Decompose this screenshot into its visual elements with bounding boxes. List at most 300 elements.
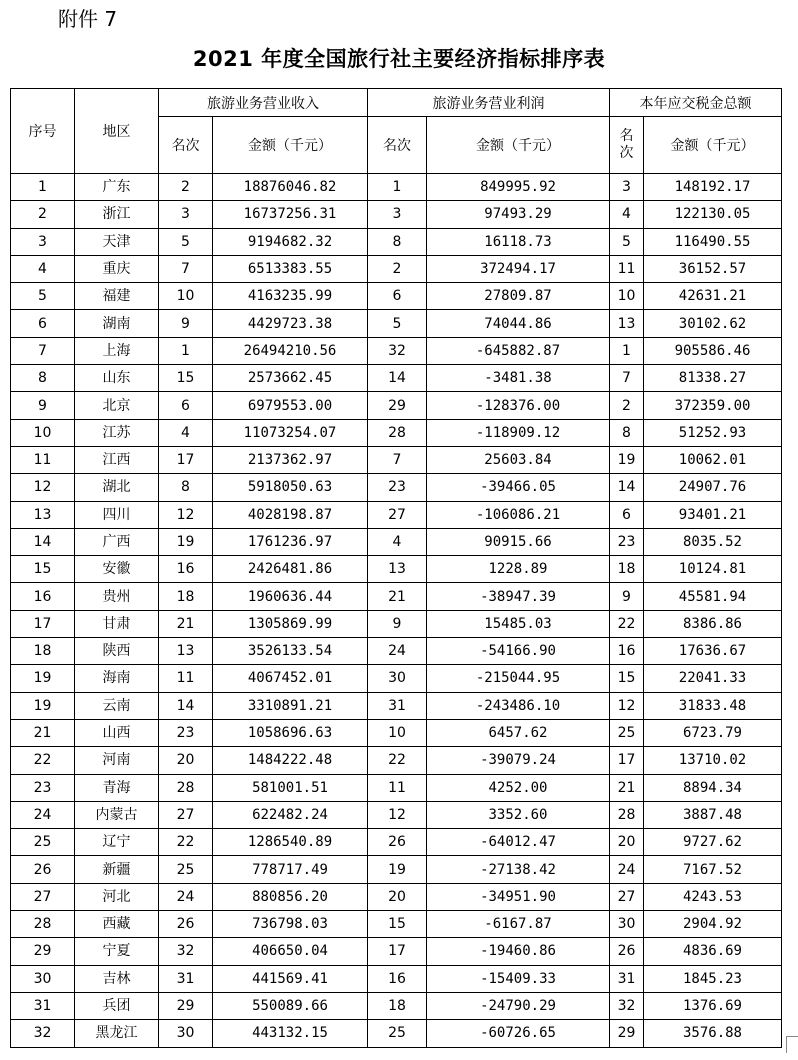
table-row <box>11 692 782 719</box>
cell-profit-amount: -243486.10 <box>427 692 610 719</box>
attachment-label: 附件 7 <box>58 7 118 31</box>
header-profit-amount: 金额（千元） <box>427 117 610 174</box>
cell-profit-amount: -15409.33 <box>427 965 610 992</box>
cell-tax-amount: 8035.52 <box>644 528 782 555</box>
cell-profit-rank: 22 <box>368 747 427 774</box>
cell-revenue-rank: 21 <box>159 610 213 637</box>
cell-revenue-amount: 736798.03 <box>213 911 368 938</box>
cell-profit-rank: 3 <box>368 201 427 228</box>
cell-tax-rank: 16 <box>610 638 644 665</box>
cell-tax-rank: 1 <box>610 337 644 364</box>
cell-revenue-rank: 2 <box>159 174 213 201</box>
cell-tax-rank: 13 <box>610 310 644 337</box>
cell-tax-rank: 12 <box>610 692 644 719</box>
cell-revenue-rank: 30 <box>159 1020 213 1047</box>
cell-region: 广西 <box>75 528 159 555</box>
cell-profit-amount: -64012.47 <box>427 829 610 856</box>
cell-tax-rank: 18 <box>610 556 644 583</box>
cell-revenue-rank: 11 <box>159 665 213 692</box>
cell-profit-amount: 849995.92 <box>427 174 610 201</box>
cell-profit-rank: 2 <box>368 255 427 282</box>
table-row <box>11 174 782 201</box>
table-row <box>11 228 782 255</box>
cell-seq: 16 <box>11 583 75 610</box>
header-tax-group: 本年应交税金总额 <box>610 89 782 117</box>
cell-region: 吉林 <box>75 965 159 992</box>
cell-revenue-amount: 16737256.31 <box>213 201 368 228</box>
cell-revenue-rank: 3 <box>159 201 213 228</box>
cell-tax-rank: 31 <box>610 965 644 992</box>
cell-seq: 4 <box>11 255 75 282</box>
cell-profit-amount: 74044.86 <box>427 310 610 337</box>
header-region: 地区 <box>75 89 159 174</box>
cell-tax-amount: 9727.62 <box>644 829 782 856</box>
cell-profit-amount: -215044.95 <box>427 665 610 692</box>
cell-revenue-amount: 4028198.87 <box>213 501 368 528</box>
cell-profit-amount: 4252.00 <box>427 774 610 801</box>
cell-profit-amount: 3352.60 <box>427 801 610 828</box>
cell-revenue-amount: 1058696.63 <box>213 719 368 746</box>
cell-region: 湖南 <box>75 310 159 337</box>
cell-region: 兵团 <box>75 992 159 1019</box>
cell-profit-amount: 90915.66 <box>427 528 610 555</box>
cell-tax-amount: 122130.05 <box>644 201 782 228</box>
cell-tax-rank: 10 <box>610 283 644 310</box>
cell-revenue-amount: 622482.24 <box>213 801 368 828</box>
cell-profit-rank: 23 <box>368 474 427 501</box>
cell-profit-rank: 19 <box>368 856 427 883</box>
cell-profit-amount: -38947.39 <box>427 583 610 610</box>
table-row <box>11 392 782 419</box>
cell-profit-rank: 12 <box>368 801 427 828</box>
cell-profit-rank: 1 <box>368 174 427 201</box>
table-row <box>11 528 782 555</box>
cell-tax-rank: 22 <box>610 610 644 637</box>
table-row <box>11 283 782 310</box>
cell-seq: 25 <box>11 829 75 856</box>
cell-profit-amount: 25603.84 <box>427 446 610 473</box>
cell-revenue-amount: 1960636.44 <box>213 583 368 610</box>
cell-tax-amount: 30102.62 <box>644 310 782 337</box>
cell-revenue-rank: 18 <box>159 583 213 610</box>
cell-tax-amount: 42631.21 <box>644 283 782 310</box>
cell-tax-rank: 19 <box>610 446 644 473</box>
table-row <box>11 883 782 910</box>
cell-profit-amount: 27809.87 <box>427 283 610 310</box>
cell-seq: 9 <box>11 392 75 419</box>
header-revenue-rank: 名次 <box>159 117 213 174</box>
cell-seq: 6 <box>11 310 75 337</box>
cell-seq: 2 <box>11 201 75 228</box>
cell-revenue-amount: 778717.49 <box>213 856 368 883</box>
header-tax-rank-line1: 名 <box>619 128 634 144</box>
cell-tax-rank: 27 <box>610 883 644 910</box>
cell-tax-rank: 20 <box>610 829 644 856</box>
cell-profit-rank: 21 <box>368 583 427 610</box>
cell-tax-rank: 4 <box>610 201 644 228</box>
cell-profit-amount: -27138.42 <box>427 856 610 883</box>
cell-tax-amount: 4836.69 <box>644 938 782 965</box>
cell-seq: 23 <box>11 774 75 801</box>
cell-profit-amount: -106086.21 <box>427 501 610 528</box>
cell-tax-amount: 10062.01 <box>644 446 782 473</box>
cell-revenue-rank: 28 <box>159 774 213 801</box>
table-row <box>11 774 782 801</box>
cell-profit-rank: 30 <box>368 665 427 692</box>
cell-region: 山东 <box>75 365 159 392</box>
cell-revenue-rank: 17 <box>159 446 213 473</box>
cell-region: 江苏 <box>75 419 159 446</box>
cell-revenue-amount: 406650.04 <box>213 938 368 965</box>
table-row <box>11 747 782 774</box>
cell-tax-amount: 13710.02 <box>644 747 782 774</box>
cell-revenue-rank: 13 <box>159 638 213 665</box>
cell-tax-rank: 26 <box>610 938 644 965</box>
cell-profit-amount: -645882.87 <box>427 337 610 364</box>
cell-revenue-rank: 20 <box>159 747 213 774</box>
cell-tax-rank: 8 <box>610 419 644 446</box>
cell-profit-rank: 16 <box>368 965 427 992</box>
cell-revenue-amount: 550089.66 <box>213 992 368 1019</box>
page-corner-mark <box>786 1036 798 1053</box>
cell-tax-amount: 8894.34 <box>644 774 782 801</box>
cell-profit-amount: 97493.29 <box>427 201 610 228</box>
cell-tax-rank: 24 <box>610 856 644 883</box>
table-row <box>11 446 782 473</box>
cell-revenue-amount: 6513383.55 <box>213 255 368 282</box>
cell-region: 重庆 <box>75 255 159 282</box>
header-seq: 序号 <box>11 89 75 174</box>
cell-profit-rank: 9 <box>368 610 427 637</box>
cell-revenue-rank: 6 <box>159 392 213 419</box>
table-row <box>11 501 782 528</box>
cell-region: 四川 <box>75 501 159 528</box>
cell-profit-rank: 24 <box>368 638 427 665</box>
cell-profit-rank: 10 <box>368 719 427 746</box>
cell-profit-amount: 6457.62 <box>427 719 610 746</box>
cell-region: 广东 <box>75 174 159 201</box>
ranking-table <box>10 88 782 1048</box>
cell-profit-rank: 4 <box>368 528 427 555</box>
cell-region: 山西 <box>75 719 159 746</box>
cell-revenue-rank: 24 <box>159 883 213 910</box>
cell-profit-rank: 7 <box>368 446 427 473</box>
cell-revenue-amount: 1305869.99 <box>213 610 368 637</box>
table-row <box>11 801 782 828</box>
cell-profit-amount: -128376.00 <box>427 392 610 419</box>
cell-profit-amount: -39466.05 <box>427 474 610 501</box>
cell-seq: 7 <box>11 337 75 364</box>
cell-revenue-amount: 18876046.82 <box>213 174 368 201</box>
cell-profit-rank: 17 <box>368 938 427 965</box>
cell-revenue-amount: 2137362.97 <box>213 446 368 473</box>
cell-profit-rank: 13 <box>368 556 427 583</box>
cell-profit-amount: -39079.24 <box>427 747 610 774</box>
cell-revenue-rank: 14 <box>159 692 213 719</box>
table-row <box>11 556 782 583</box>
cell-revenue-amount: 1484222.48 <box>213 747 368 774</box>
cell-revenue-amount: 1761236.97 <box>213 528 368 555</box>
cell-revenue-rank: 5 <box>159 228 213 255</box>
cell-region: 福建 <box>75 283 159 310</box>
header-row-group <box>11 89 782 117</box>
header-revenue-group: 旅游业务营业收入 <box>159 89 368 117</box>
table-row <box>11 938 782 965</box>
cell-tax-rank: 29 <box>610 1020 644 1047</box>
cell-region: 内蒙古 <box>75 801 159 828</box>
cell-region: 江西 <box>75 446 159 473</box>
cell-seq: 22 <box>11 747 75 774</box>
table-row <box>11 719 782 746</box>
header-tax-rank <box>610 117 644 174</box>
cell-seq: 1 <box>11 174 75 201</box>
cell-tax-amount: 1376.69 <box>644 992 782 1019</box>
cell-tax-rank: 30 <box>610 911 644 938</box>
cell-region: 浙江 <box>75 201 159 228</box>
cell-revenue-rank: 29 <box>159 992 213 1019</box>
cell-profit-rank: 28 <box>368 419 427 446</box>
cell-revenue-amount: 880856.20 <box>213 883 368 910</box>
cell-region: 河北 <box>75 883 159 910</box>
cell-tax-amount: 372359.00 <box>644 392 782 419</box>
cell-region: 贵州 <box>75 583 159 610</box>
cell-revenue-rank: 15 <box>159 365 213 392</box>
cell-revenue-amount: 5918050.63 <box>213 474 368 501</box>
cell-revenue-amount: 441569.41 <box>213 965 368 992</box>
header-revenue-amount: 金额（千元） <box>213 117 368 174</box>
cell-profit-amount: -54166.90 <box>427 638 610 665</box>
cell-tax-amount: 116490.55 <box>644 228 782 255</box>
cell-revenue-rank: 10 <box>159 283 213 310</box>
cell-revenue-rank: 8 <box>159 474 213 501</box>
cell-tax-rank: 14 <box>610 474 644 501</box>
cell-seq: 27 <box>11 883 75 910</box>
cell-tax-amount: 3887.48 <box>644 801 782 828</box>
cell-tax-amount: 31833.48 <box>644 692 782 719</box>
cell-tax-rank: 3 <box>610 174 644 201</box>
cell-revenue-rank: 1 <box>159 337 213 364</box>
cell-revenue-amount: 4067452.01 <box>213 665 368 692</box>
cell-tax-amount: 17636.67 <box>644 638 782 665</box>
cell-seq: 17 <box>11 610 75 637</box>
cell-seq: 26 <box>11 856 75 883</box>
cell-profit-amount: -3481.38 <box>427 365 610 392</box>
cell-revenue-rank: 4 <box>159 419 213 446</box>
cell-revenue-amount: 4429723.38 <box>213 310 368 337</box>
cell-region: 甘肃 <box>75 610 159 637</box>
cell-revenue-rank: 7 <box>159 255 213 282</box>
cell-tax-amount: 81338.27 <box>644 365 782 392</box>
page-title: 2021 年度全国旅行社主要经济指标排序表 <box>192 47 606 71</box>
cell-seq: 29 <box>11 938 75 965</box>
cell-profit-amount: -34951.90 <box>427 883 610 910</box>
cell-profit-amount: 372494.17 <box>427 255 610 282</box>
cell-seq: 10 <box>11 419 75 446</box>
cell-tax-rank: 32 <box>610 992 644 1019</box>
cell-revenue-amount: 2573662.45 <box>213 365 368 392</box>
cell-revenue-amount: 581001.51 <box>213 774 368 801</box>
cell-revenue-amount: 3526133.54 <box>213 638 368 665</box>
cell-seq: 5 <box>11 283 75 310</box>
table-row <box>11 310 782 337</box>
table-body <box>11 174 782 1048</box>
cell-profit-amount: -24790.29 <box>427 992 610 1019</box>
cell-profit-amount: -19460.86 <box>427 938 610 965</box>
cell-tax-amount: 10124.81 <box>644 556 782 583</box>
cell-region: 新疆 <box>75 856 159 883</box>
table-row <box>11 201 782 228</box>
table-row <box>11 255 782 282</box>
cell-profit-amount: -6167.87 <box>427 911 610 938</box>
table-row <box>11 365 782 392</box>
cell-revenue-rank: 16 <box>159 556 213 583</box>
cell-seq: 31 <box>11 992 75 1019</box>
cell-revenue-rank: 32 <box>159 938 213 965</box>
cell-revenue-amount: 4163235.99 <box>213 283 368 310</box>
cell-seq: 24 <box>11 801 75 828</box>
cell-profit-rank: 31 <box>368 692 427 719</box>
cell-revenue-rank: 12 <box>159 501 213 528</box>
table-row <box>11 337 782 364</box>
header-profit-rank: 名次 <box>368 117 427 174</box>
cell-profit-rank: 11 <box>368 774 427 801</box>
cell-seq: 14 <box>11 528 75 555</box>
cell-revenue-rank: 25 <box>159 856 213 883</box>
cell-tax-amount: 45581.94 <box>644 583 782 610</box>
cell-seq: 15 <box>11 556 75 583</box>
cell-profit-rank: 25 <box>368 1020 427 1047</box>
cell-region: 湖北 <box>75 474 159 501</box>
cell-profit-amount: 15485.03 <box>427 610 610 637</box>
cell-region: 天津 <box>75 228 159 255</box>
cell-region: 青海 <box>75 774 159 801</box>
cell-region: 上海 <box>75 337 159 364</box>
cell-tax-amount: 24907.76 <box>644 474 782 501</box>
cell-tax-amount: 3576.88 <box>644 1020 782 1047</box>
cell-revenue-rank: 9 <box>159 310 213 337</box>
cell-revenue-amount: 1286540.89 <box>213 829 368 856</box>
cell-tax-amount: 905586.46 <box>644 337 782 364</box>
table-row <box>11 583 782 610</box>
cell-region: 宁夏 <box>75 938 159 965</box>
header-tax-amount: 金额（千元） <box>644 117 782 174</box>
cell-seq: 3 <box>11 228 75 255</box>
table-row <box>11 638 782 665</box>
cell-tax-amount: 36152.57 <box>644 255 782 282</box>
cell-seq: 13 <box>11 501 75 528</box>
header-tax-rank-line2: 次 <box>619 145 634 161</box>
header-profit-group: 旅游业务营业利润 <box>368 89 610 117</box>
cell-seq: 19 <box>11 692 75 719</box>
cell-tax-amount: 7167.52 <box>644 856 782 883</box>
cell-revenue-rank: 27 <box>159 801 213 828</box>
cell-profit-amount: -60726.65 <box>427 1020 610 1047</box>
cell-profit-amount: 16118.73 <box>427 228 610 255</box>
cell-profit-amount: -118909.12 <box>427 419 610 446</box>
cell-tax-rank: 23 <box>610 528 644 555</box>
cell-tax-rank: 6 <box>610 501 644 528</box>
cell-tax-amount: 6723.79 <box>644 719 782 746</box>
cell-revenue-amount: 443132.15 <box>213 1020 368 1047</box>
cell-region: 西藏 <box>75 911 159 938</box>
cell-seq: 30 <box>11 965 75 992</box>
cell-tax-rank: 15 <box>610 665 644 692</box>
cell-profit-rank: 29 <box>368 392 427 419</box>
table-row <box>11 992 782 1019</box>
cell-tax-rank: 5 <box>610 228 644 255</box>
table-row <box>11 911 782 938</box>
cell-tax-amount: 22041.33 <box>644 665 782 692</box>
cell-revenue-amount: 6979553.00 <box>213 392 368 419</box>
cell-region: 云南 <box>75 692 159 719</box>
cell-revenue-amount: 3310891.21 <box>213 692 368 719</box>
cell-seq: 19 <box>11 665 75 692</box>
table-row <box>11 419 782 446</box>
cell-revenue-amount: 9194682.32 <box>213 228 368 255</box>
cell-profit-rank: 27 <box>368 501 427 528</box>
cell-tax-rank: 21 <box>610 774 644 801</box>
cell-profit-rank: 8 <box>368 228 427 255</box>
cell-seq: 12 <box>11 474 75 501</box>
cell-tax-rank: 7 <box>610 365 644 392</box>
cell-seq: 18 <box>11 638 75 665</box>
cell-revenue-amount: 26494210.56 <box>213 337 368 364</box>
cell-seq: 11 <box>11 446 75 473</box>
cell-profit-rank: 20 <box>368 883 427 910</box>
cell-region: 安徽 <box>75 556 159 583</box>
cell-profit-rank: 18 <box>368 992 427 1019</box>
cell-revenue-amount: 11073254.07 <box>213 419 368 446</box>
cell-region: 黑龙江 <box>75 1020 159 1047</box>
table-row <box>11 965 782 992</box>
table-row <box>11 856 782 883</box>
cell-profit-rank: 5 <box>368 310 427 337</box>
cell-profit-rank: 14 <box>368 365 427 392</box>
cell-tax-rank: 11 <box>610 255 644 282</box>
cell-region: 河南 <box>75 747 159 774</box>
cell-tax-rank: 2 <box>610 392 644 419</box>
cell-profit-amount: 1228.89 <box>427 556 610 583</box>
cell-tax-amount: 8386.86 <box>644 610 782 637</box>
cell-seq: 21 <box>11 719 75 746</box>
cell-tax-amount: 148192.17 <box>644 174 782 201</box>
cell-tax-amount: 4243.53 <box>644 883 782 910</box>
cell-tax-amount: 1845.23 <box>644 965 782 992</box>
cell-profit-rank: 32 <box>368 337 427 364</box>
cell-tax-rank: 9 <box>610 583 644 610</box>
cell-revenue-rank: 23 <box>159 719 213 746</box>
table-row <box>11 665 782 692</box>
cell-region: 海南 <box>75 665 159 692</box>
table-row <box>11 829 782 856</box>
cell-profit-rank: 6 <box>368 283 427 310</box>
cell-seq: 32 <box>11 1020 75 1047</box>
cell-tax-rank: 17 <box>610 747 644 774</box>
table-row <box>11 474 782 501</box>
cell-revenue-rank: 26 <box>159 911 213 938</box>
table-row <box>11 1020 782 1047</box>
cell-tax-amount: 93401.21 <box>644 501 782 528</box>
cell-seq: 28 <box>11 911 75 938</box>
cell-region: 陕西 <box>75 638 159 665</box>
cell-region: 北京 <box>75 392 159 419</box>
cell-region: 辽宁 <box>75 829 159 856</box>
cell-revenue-rank: 31 <box>159 965 213 992</box>
cell-tax-amount: 2904.92 <box>644 911 782 938</box>
cell-seq: 8 <box>11 365 75 392</box>
cell-tax-rank: 28 <box>610 801 644 828</box>
cell-tax-rank: 25 <box>610 719 644 746</box>
